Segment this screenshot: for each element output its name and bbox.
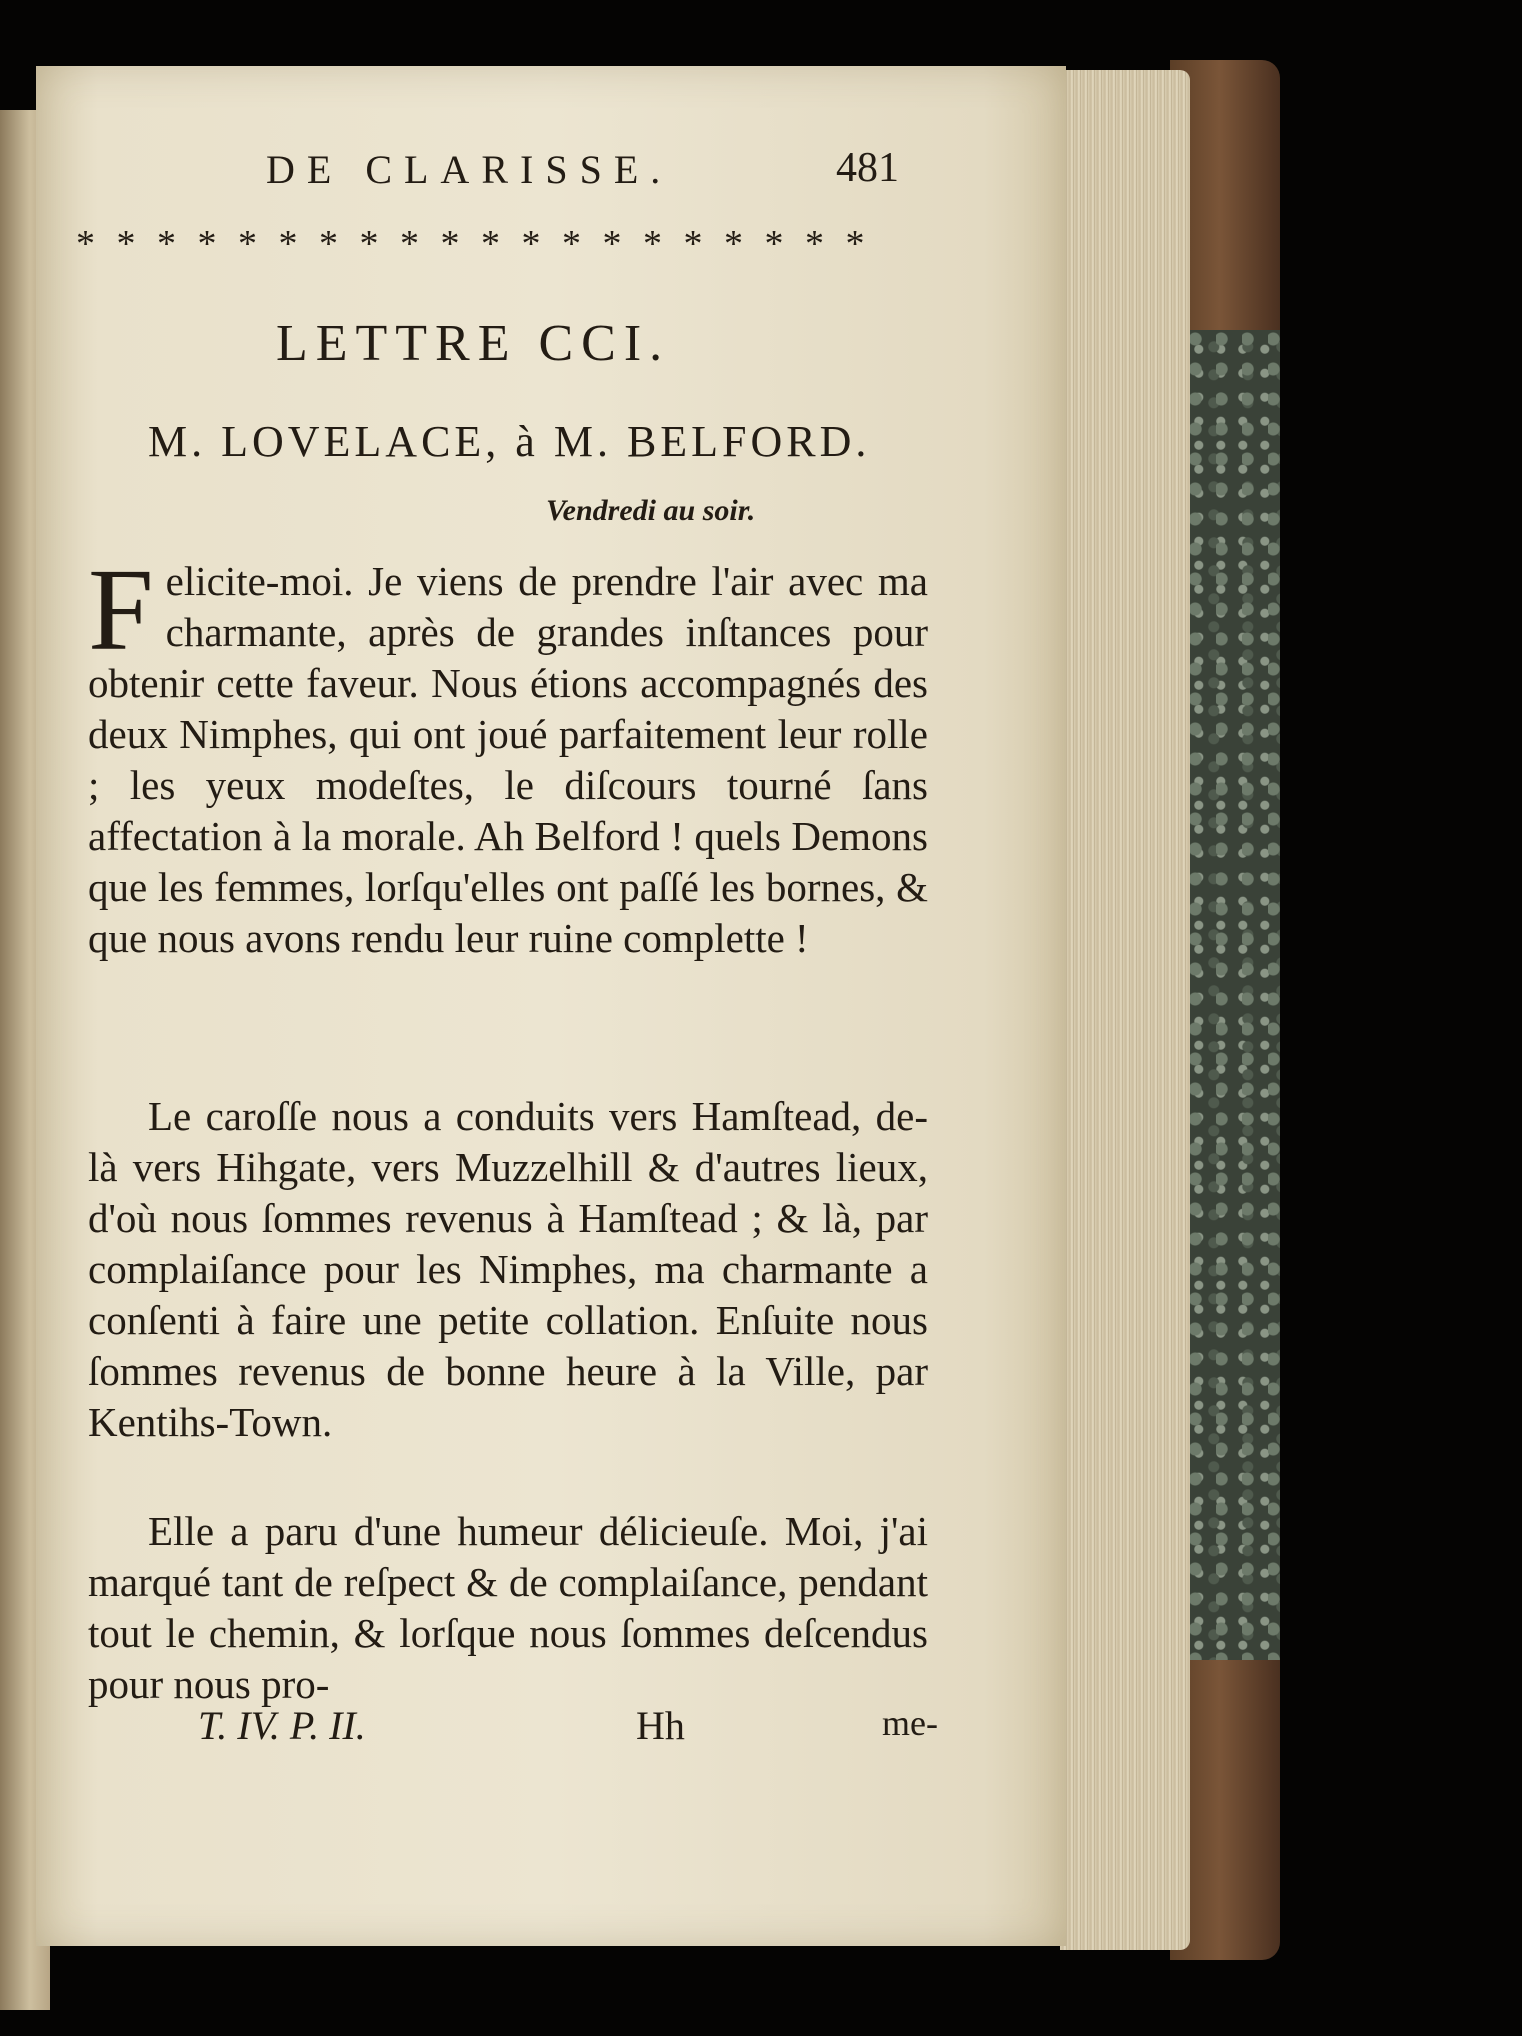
paragraph-1-text: elicite-moi. Je viens de prendre l'air avec ma charmante, après de grandes inſtances pour obtenir cette faveur. Nous étions accompagnés des deux Nimphes, qui ont joué parfaitement leur rolle ; les yeux modeſtes, le diſcours tourné ſans affectation à la morale. Ah Belford ! quels Demons que les femmes, lorſqu'elles ont paſſé les bornes, & que nous avons rendu leur ruine complette ! — [88, 558, 928, 961]
paragraph-3-text: Elle a paru d'une humeur délicieuſe. Moi, j'ai marqué tant de reſpect & de complaiſance, pendant tout le chemin, & lorſque nous ſommes deſcendus pour nous pro- — [88, 1508, 928, 1707]
star-ornament: * * * * * * * * * * * * * * * * * * * * — [76, 223, 871, 265]
page-edges — [1060, 70, 1190, 1950]
drop-cap: F — [88, 544, 154, 675]
catchword: me- — [882, 1703, 938, 1743]
running-header: DE CLARISSE. — [266, 147, 673, 192]
paragraph-2 — [88, 1091, 928, 1448]
paragraph-1 — [88, 544, 928, 964]
letter-date: Vendredi au soir. — [546, 494, 756, 527]
paragraph-2-text: Le caroſſe nous a conduits vers Hamſtead, de-là vers Hihgate, vers Muzzelhill & d'autres lieux, d'où nous ſommes revenus à Hamſtead ; & là, par complaiſance pour les Nimphes, ma charmante a conſenti à faire une petite collation. Enſuite nous ſommes revenus de bonne heure à la Ville, par Kentihs-Town. — [88, 1093, 928, 1445]
marbled-cover — [1190, 330, 1280, 1660]
signature-mark: Hh — [636, 1703, 685, 1748]
letter-address: M. LOVELACE, à M. BELFORD. — [148, 417, 871, 466]
book-page — [36, 66, 1066, 1946]
volume-mark: T. IV. P. II. — [198, 1703, 366, 1748]
letter-title: LETTRE CCI. — [276, 315, 671, 372]
paragraph-3 — [88, 1506, 928, 1710]
page-number: 481 — [836, 145, 899, 191]
